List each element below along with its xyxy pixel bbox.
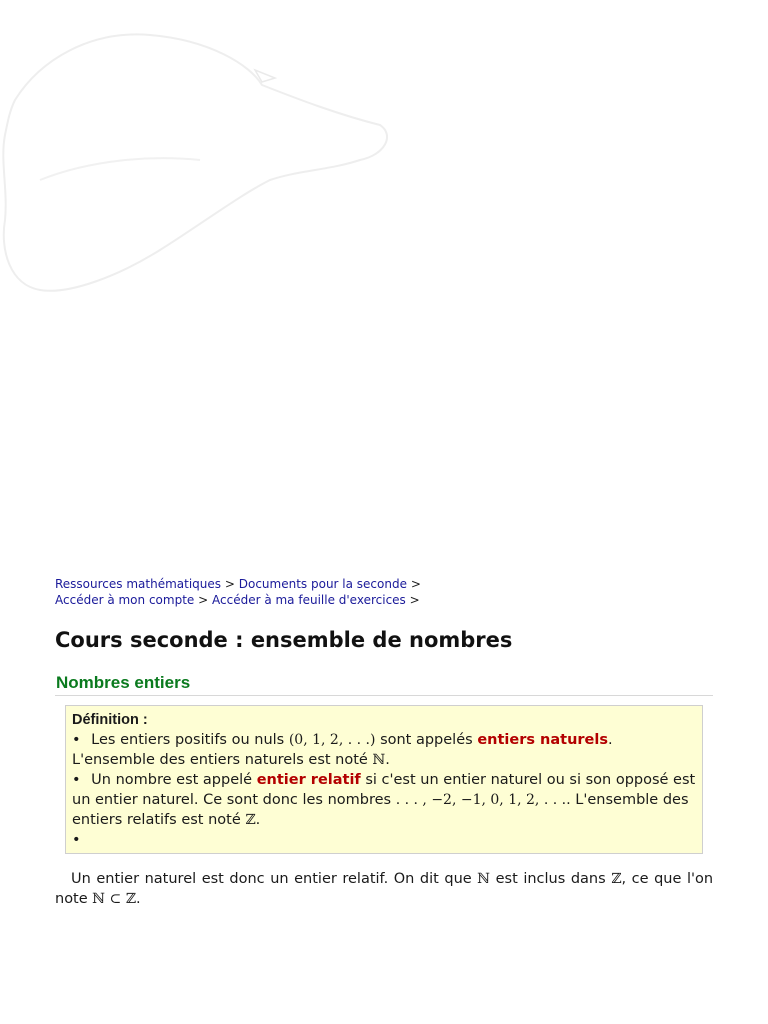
breadcrumb-separator: > bbox=[409, 593, 420, 607]
bullet-icon: • bbox=[72, 832, 81, 848]
definition-text: Les entiers positifs ou nuls bbox=[91, 732, 285, 748]
paragraph-text: est inclus dans bbox=[495, 871, 606, 887]
breadcrumb-link-ressources[interactable]: Ressources mathématiques bbox=[55, 577, 222, 591]
math-symbol-z: ℤ bbox=[611, 871, 622, 887]
paragraph-text: , ce que l'on note bbox=[55, 871, 714, 907]
math-expression: . . . , −2, −1, 0, 1, 2, . . . bbox=[395, 792, 567, 808]
definition-text: . L'ensemble des entiers naturels est noté bbox=[72, 732, 613, 768]
definition-title: Définition : bbox=[72, 712, 148, 728]
breadcrumb-separator: > bbox=[198, 593, 209, 607]
breadcrumb-row-2 bbox=[55, 592, 713, 608]
page-title: Cours seconde : ensemble de nombres bbox=[55, 628, 513, 652]
definition-item-entiers-naturels: • Les entiers positifs ou nuls (0, 1, 2, . . .) sont appelés entiers naturels. L'ensemble des entiers naturels est noté ℕ. bbox=[72, 732, 613, 768]
breadcrumb-link-mon-compte[interactable]: Accéder à mon compte bbox=[55, 593, 195, 607]
definition-text: . L'ensemble des entiers relatifs est noté bbox=[72, 792, 689, 828]
paragraph-text: . bbox=[135, 891, 141, 907]
math-symbol-n: ℕ bbox=[372, 752, 386, 768]
math-inclusion: ℕ ⊂ ℤ bbox=[92, 891, 136, 907]
math-symbol-n: ℕ bbox=[477, 871, 491, 887]
term-entier-relatif: entier relatif bbox=[256, 772, 361, 788]
bullet-icon: • bbox=[72, 772, 81, 788]
definition-text: si c'est un entier naturel ou si son opposé est un entier naturel. Ce sont donc les nombres bbox=[72, 772, 696, 808]
breadcrumb-row-1 bbox=[55, 576, 713, 592]
bullet-icon: • bbox=[72, 732, 81, 748]
breadcrumb-link-documents-seconde[interactable]: Documents pour la seconde bbox=[238, 577, 407, 591]
math-symbol-z: ℤ bbox=[245, 812, 256, 828]
term-entiers-naturels: entiers naturels bbox=[477, 732, 608, 748]
paragraph-inclusion bbox=[55, 869, 713, 909]
section-title: Nombres entiers bbox=[55, 673, 713, 696]
definition-text: Un nombre est appelé bbox=[91, 772, 253, 788]
definition-item-empty bbox=[72, 830, 696, 850]
definition-item-entier-relatif: • Un nombre est appelé entier relatif si c'est un entier naturel ou si son opposé est un entier naturel. Ce sont donc les nombres . . . , −2, −1, 0, 1, 2, . . .. L'ensemble des entiers relatifs est noté ℤ. bbox=[72, 772, 696, 828]
paragraph-text: Un entier naturel est donc un entier relatif. On dit que bbox=[71, 871, 472, 887]
definition-box bbox=[65, 705, 703, 854]
breadcrumb-separator: > bbox=[224, 577, 235, 591]
breadcrumb bbox=[55, 576, 713, 608]
math-expression: (0, 1, 2, . . .) bbox=[288, 732, 376, 748]
breadcrumb-link-feuille-exercices[interactable]: Accéder à ma feuille d'exercices bbox=[212, 593, 406, 607]
definition-text: sont appelés bbox=[380, 732, 473, 748]
breadcrumb-separator: > bbox=[410, 577, 421, 591]
main-content bbox=[55, 576, 713, 909]
watermark-logo bbox=[0, 20, 400, 300]
